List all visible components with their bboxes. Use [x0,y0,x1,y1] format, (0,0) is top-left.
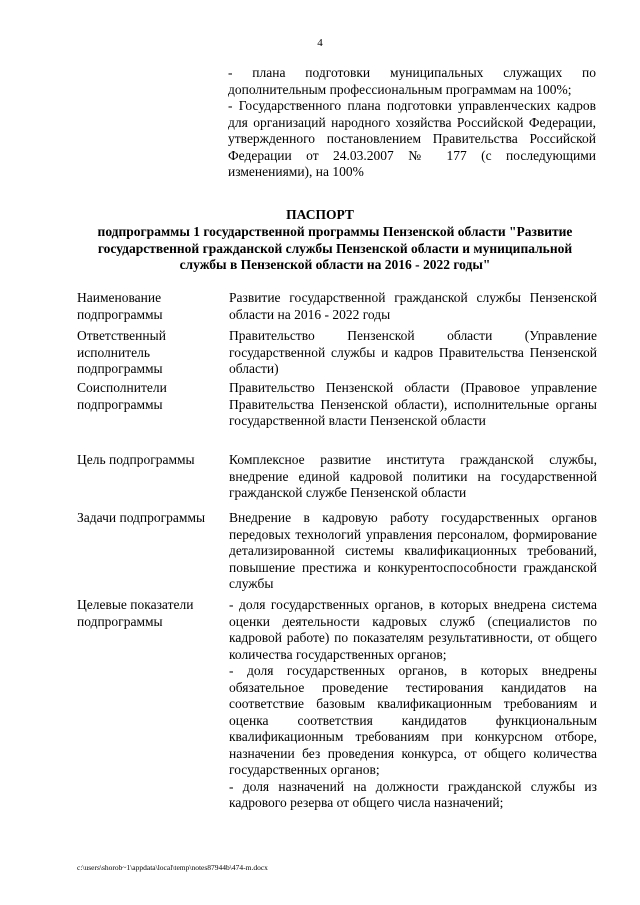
intro-item: - плана подготовки муниципальных служащих по дополнительным профессиональным программам на 100%; [228,65,596,97]
passport-row [77,510,597,597]
row-value-text: Развитие государственной гражданской службы Пензенской области на 2016 - 2022 годы [229,290,597,322]
row-value [229,290,597,328]
row-label: Цель подпрограммы [77,452,195,467]
row-label: Задачи подпрограммы [77,510,206,525]
passport-table [77,290,597,812]
intro-list [228,65,596,181]
row-label: Наименование подпрограммы [77,290,163,322]
row-value-text: Внедрение в кадровую работу государственных органов передовых технологий управления персоналом, формирование детализированной системы квалификационных требований, повышение престижа и конкурентоспособности гражданской службы [229,510,597,591]
passport-row [77,380,597,452]
page-number: 4 [317,37,323,49]
row-value [229,452,597,510]
row-value [229,510,597,597]
row-label: Соисполнители подпрограммы [77,380,167,412]
file-path-footer: c:\users\shorob~1\appdata\local\temp\notes87944b\474-m.docx [77,863,268,872]
passport-row [77,597,597,812]
row-value-text: Правительство Пензенской области (Управление государственной службы и кадров Правительства Пензенской области) [229,328,597,376]
passport-row [77,452,597,510]
row-value-text: - доля государственных органов, в которых внедрена система оценки деятельности кадровых служб (специалистов по кадровой работе) по показателям результативности, от общего количества государственных органов; [229,597,597,662]
row-label: Целевые показатели подпрограммы [77,597,194,629]
row-value-text: - доля государственных органов, в которых внедрены обязательное проведение тестирования кандидатов на соответствие базовым квалификационным требованиям и оценка соответствия кандидатов функциональным квалификационным требованиям при конкурсном отборе, назначении без проведения конкурса, от общего количества государственных органов; [229,663,597,777]
row-value-text: Правительство Пензенской области (Правовое управление Правительства Пензенской области), исполнительные органы государственной власти Пензенской области [229,380,597,428]
passport-row [77,328,597,380]
passport-title: ПАСПОРТ [286,207,354,222]
row-label: Ответственный исполнитель подпрограммы [77,328,166,376]
row-value [229,328,597,380]
row-value [229,597,597,812]
row-value [229,380,597,452]
row-value-text: Комплексное развитие института гражданской службы, внедрение единой кадровой политики на государственной гражданской службе Пензенской области [229,452,597,500]
intro-item: - Государственного плана подготовки управленческих кадров для организаций народного хозяйства Российской Федерации, утвержденного постановлением Правительства Российской Федерации от 24.03.2007 № 177 (с последующими изменениями), на 100% [228,98,596,179]
row-value-text: - доля назначений на должности гражданской службы из кадрового резерва от общего числа назначений; [229,778,597,810]
passport-subtitle: подпрограммы 1 государственной программы Пензенской области "Развитие государственной гражданской службы Пензенской области и муниципальной службы в Пензенской области на 2016 - 2022 годы" [97,224,573,272]
passport-row [77,290,597,328]
